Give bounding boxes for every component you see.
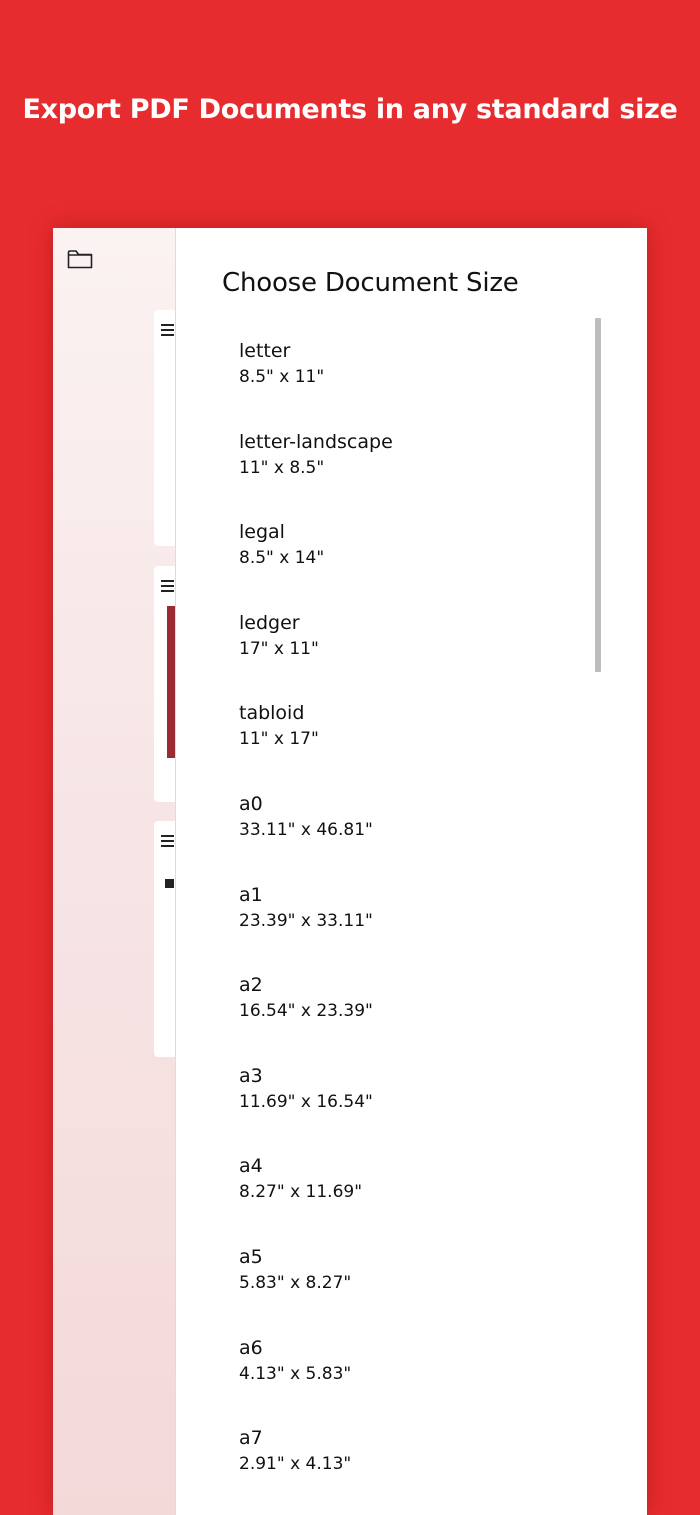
- size-option-dimensions: 11" x 17": [239, 729, 319, 750]
- document-size-dialog: [176, 228, 647, 1515]
- scrollbar[interactable]: [595, 318, 601, 672]
- size-option-name: tabloid: [239, 702, 305, 725]
- size-option-dimensions: 33.11" x 46.81": [239, 819, 373, 840]
- size-option-dimensions: 11" x 8.5": [239, 457, 325, 478]
- promo-headline: Export PDF Documents in any standard size: [22, 94, 678, 125]
- size-option-a7[interactable]: [239, 1425, 589, 1515]
- size-option-dimensions: 8.5" x 11": [239, 367, 325, 387]
- size-option-name: a7: [239, 1427, 263, 1450]
- size-option-a0[interactable]: [239, 791, 589, 882]
- size-option-name: ledger: [239, 611, 300, 634]
- size-option-dimensions: 17" x 11": [239, 638, 319, 659]
- size-option-name: a1: [239, 883, 263, 906]
- document-card[interactable]: [154, 566, 176, 802]
- size-option-letter[interactable]: [239, 338, 589, 429]
- size-option-a1[interactable]: [239, 882, 589, 973]
- size-option-dimensions: 2.91" x 4.13": [239, 1454, 352, 1475]
- size-option-name: letter-landscape: [239, 430, 393, 453]
- size-option-dimensions: 5.83" x 8.27": [239, 1272, 352, 1293]
- size-option-name: letter: [239, 340, 291, 362]
- size-option-a2[interactable]: [239, 972, 589, 1063]
- size-option-name: a6: [239, 1336, 263, 1359]
- size-option-letter-landscape[interactable]: [239, 429, 589, 520]
- size-options-list: [239, 338, 589, 1515]
- document-card[interactable]: [154, 310, 176, 546]
- size-option-name: a0: [239, 792, 263, 815]
- size-option-tabloid[interactable]: [239, 700, 589, 791]
- size-option-name: a4: [239, 1155, 263, 1178]
- document-card[interactable]: [154, 821, 176, 1057]
- size-option-ledger[interactable]: [239, 610, 589, 701]
- size-option-dimensions: 23.39" x 33.11": [239, 910, 373, 931]
- document-thumbnail: [165, 879, 174, 888]
- app-screenshot: [53, 228, 647, 1515]
- document-list-background: [53, 228, 176, 1515]
- size-option-name: legal: [239, 521, 285, 544]
- hamburger-menu-icon[interactable]: [161, 580, 174, 592]
- size-option-dimensions: 8.27" x 11.69": [239, 1182, 363, 1203]
- size-option-name: a2: [239, 974, 263, 997]
- size-option-dimensions: 16.54" x 23.39": [239, 1001, 373, 1022]
- hamburger-menu-icon[interactable]: [161, 324, 174, 336]
- size-option-a4[interactable]: [239, 1153, 589, 1244]
- size-option-dimensions: 11.69" x 16.54": [239, 1091, 373, 1112]
- size-option-a6[interactable]: [239, 1335, 589, 1426]
- size-option-legal[interactable]: [239, 519, 589, 610]
- size-option-dimensions: 8.5" x 14": [239, 548, 325, 569]
- size-option-dimensions: 4.13" x 5.83": [239, 1363, 352, 1384]
- size-option-a3[interactable]: [239, 1063, 589, 1154]
- dialog-title: Choose Document Size: [222, 268, 519, 298]
- size-option-name: a3: [239, 1064, 263, 1087]
- folder-icon[interactable]: [67, 248, 93, 270]
- size-option-name: a5: [239, 1245, 263, 1268]
- hamburger-menu-icon[interactable]: [161, 835, 174, 847]
- size-option-a5[interactable]: [239, 1244, 589, 1335]
